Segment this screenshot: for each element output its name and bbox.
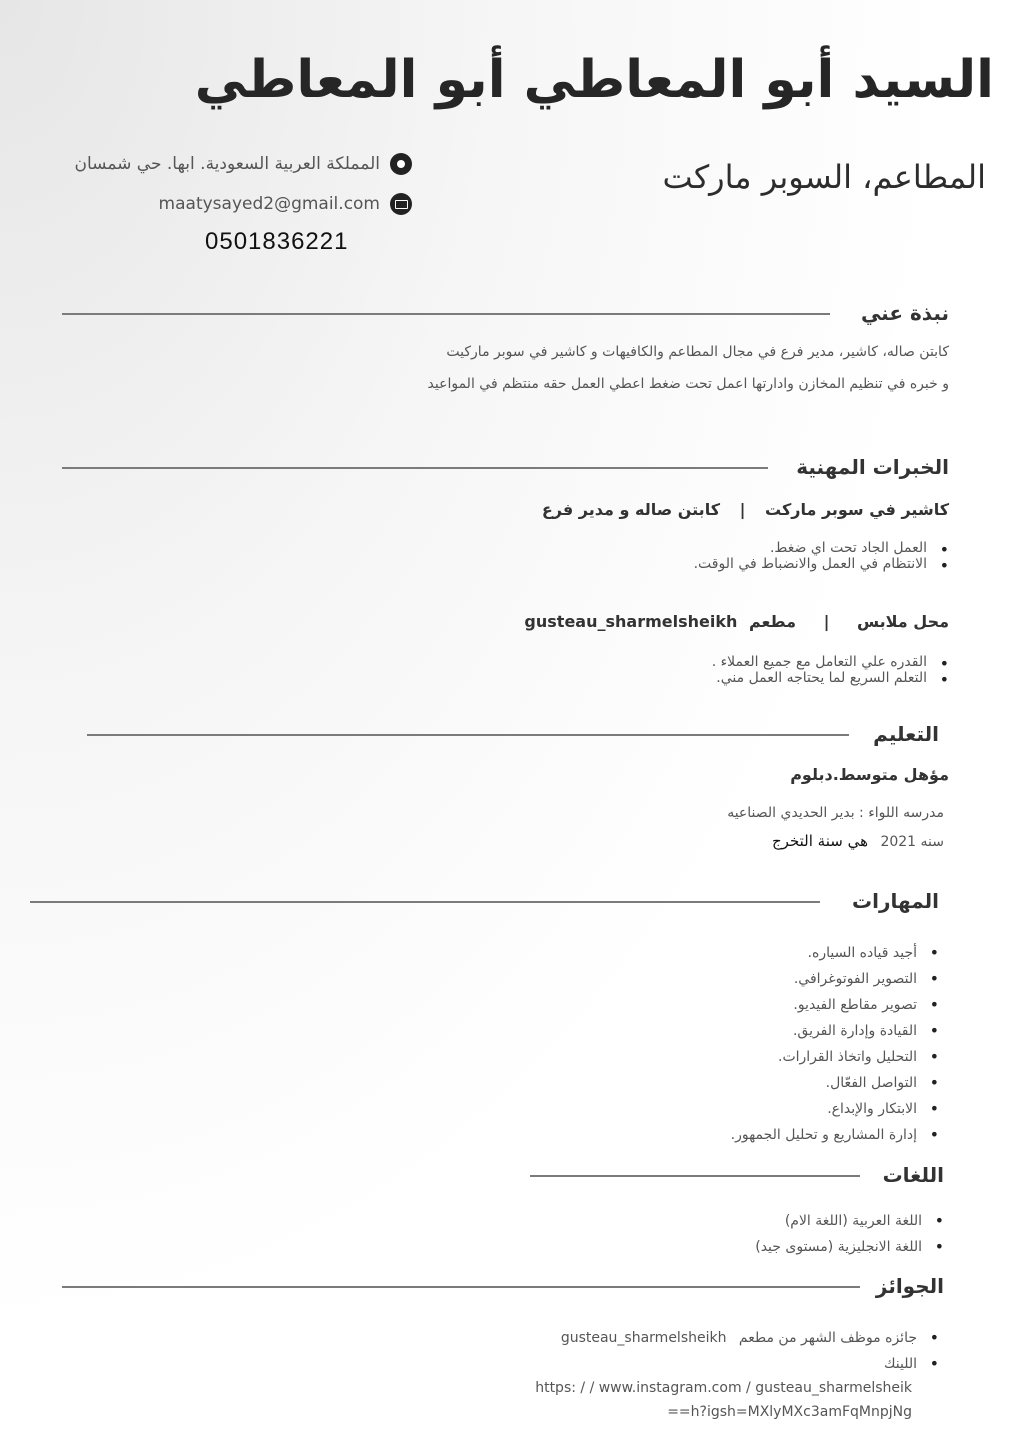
phone-number: 0501836221 [205,228,349,255]
education-year-row [772,832,944,850]
list-item: • التعلم السريع لما يحتاجه العمل مني. [712,670,949,686]
award-link-line-1[interactable]: https: / / www.instagram.com / gusteau_sharmelsheik [535,1380,912,1396]
job-1-bullets [694,540,949,572]
languages-list [755,1208,944,1260]
about-text [428,336,949,400]
list-item: • تصوير مقاطع الفيديو. [731,992,939,1018]
list-item: • اللغة العربية (اللغة الام) [755,1208,944,1234]
profession-title: المطاعم، السوبر ماركت [662,158,986,196]
experience-divider [62,467,768,469]
job-2-separator: | [823,612,830,631]
education-year: سنه 2021 [880,834,944,850]
email-row [159,193,412,215]
list-item: • القيادة وإدارة الفريق. [731,1018,939,1044]
list-item: • إدارة المشاريع و تحليل الجمهور. [731,1122,939,1148]
experience-title: الخبرات المهنية [796,455,949,479]
job-1-heading [542,500,949,519]
award-restaurant-handle: gusteau_sharmelsheikh [560,1330,727,1346]
award-text: جائزه موظف الشهر من مطعم [738,1330,917,1346]
job-1-separator: | [739,500,746,519]
list-item: • اللغة الانجليزية (مستوى جيد) [755,1234,944,1260]
list-item: • أجيد قياده السياره. [731,940,939,966]
education-degree: مؤهل متوسط.دبلوم [790,765,949,784]
job-1-title: كاشير في سوبر ماركت [765,500,949,519]
education-title: التعليم [873,722,939,746]
award-link-line-2[interactable]: ==h?igsh=MXlyMXc3amFqMnpjNg [667,1404,912,1420]
awards-list [561,1325,939,1377]
awards-title: الجوائز [875,1274,944,1298]
list-item: • العمل الجاد تحت اي ضغط. [694,540,949,556]
location-text: المملكة العربية السعودية. ابها. حي شمسان [74,154,380,174]
list-item: • التحليل واتخاذ القرارات. [731,1044,939,1070]
location-pin-icon [390,153,412,175]
job-2-place: مطعم [748,612,797,631]
award-link[interactable] [535,1380,912,1420]
about-line-1: كابتن صاله، كاشير، مدير فرع في مجال المطاعم والكافيهات و كاشير في سوبر ماركيت [446,344,949,360]
languages-title: اللغات [882,1163,944,1187]
skills-divider [30,901,820,903]
job-2-title: محل ملابس [857,612,949,631]
email-icon [390,193,412,215]
about-title: نبذة عني [860,301,949,325]
awards-divider [62,1286,860,1288]
list-item: • التواصل الفعّال. [731,1070,939,1096]
education-school: مدرسه اللواء : بدير الحديدي الصناعيه [727,805,944,821]
skills-title: المهارات [852,889,939,913]
list-item: • الابتكار والإبداع. [731,1096,939,1122]
job-2-heading [524,612,949,631]
job-1-role: كابتن صاله و مدير فرع [541,500,720,519]
job-2-bullets [712,654,949,686]
list-item [561,1325,939,1351]
list-item: • التصوير الفوتوغرافي. [731,966,939,992]
languages-divider [530,1175,860,1177]
list-item: • اللينك [561,1351,939,1377]
list-item: • القدره علي التعامل مع جميع العملاء . [712,654,949,670]
education-year-note: هي سنة التخرج [771,832,868,850]
list-item: • الانتظام في العمل والانضباط في الوقت. [694,556,949,572]
education-divider [87,734,849,736]
about-line-2: و خبره في تنظيم المخازن وادارتها اعمل تحت ضغط اعطي العمل حقه منتظم في المواعيد [427,376,949,392]
job-2-handle: gusteau_sharmelsheikh [524,612,738,631]
resume-name: السيد أبو المعاطي أبو المعاطي [194,50,994,110]
about-divider [62,313,830,315]
email-text[interactable]: maatysayed2@gmail.com [158,194,380,214]
skills-list [731,940,939,1148]
location-row [75,153,413,175]
